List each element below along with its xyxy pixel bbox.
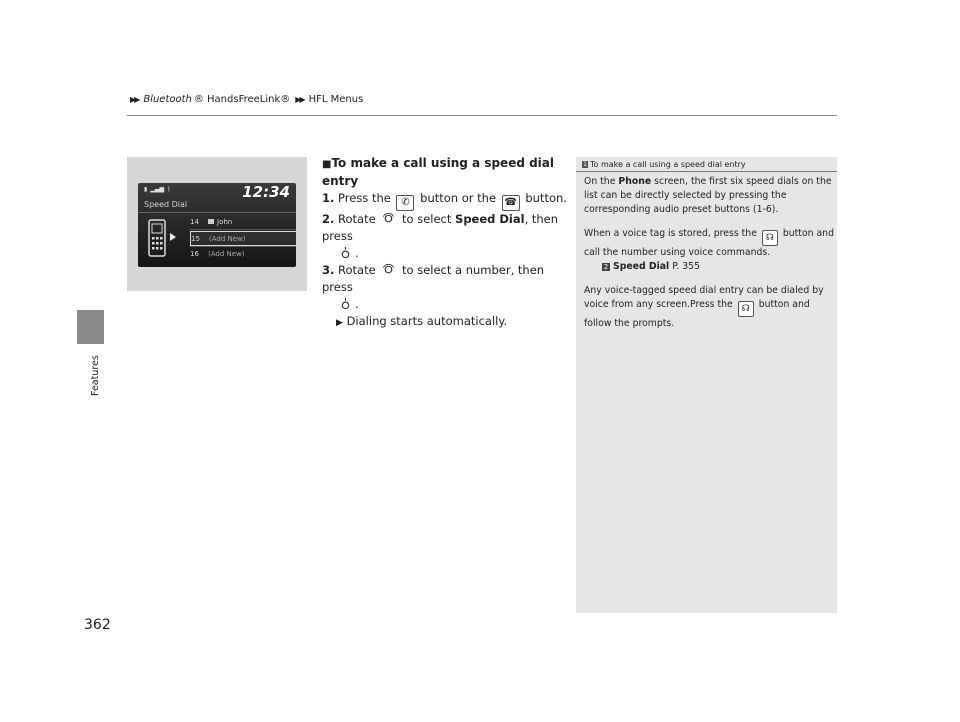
note-text: Any voice-tagged speed dial entry can be dialed by voice from any screen.Press the <box>584 285 824 310</box>
selector-knob-rotate-icon <box>382 263 395 276</box>
note-text: screen, the first six speed dials on the list can be directly selected by pressing the corresponding audio preset buttons (1-6). <box>584 176 832 215</box>
note-paragraph-3 <box>584 284 834 331</box>
talk-button-icon: ☊ <box>762 230 778 246</box>
step-3-cont <box>322 296 568 313</box>
section-heading-text: To make a call using a speed dial entry <box>322 156 555 188</box>
step-text: button or the <box>420 191 497 205</box>
row-divider <box>190 229 296 230</box>
battery-icon: ▮ <box>144 186 148 193</box>
breadcrumb <box>130 94 363 105</box>
breadcrumb-handsfreelink[interactable]: ® HandsFreeLink® <box>193 94 291 105</box>
pointer-arrow-icon <box>170 233 176 241</box>
note-body <box>584 175 834 341</box>
section-heading <box>322 155 568 190</box>
step-text: to select <box>402 212 452 226</box>
step-keyword: Speed Dial <box>455 212 525 226</box>
note-title <box>582 160 746 169</box>
phone-keypad-icon <box>146 218 170 258</box>
entry-number: 15 <box>191 234 200 243</box>
note-title-text: To make a call using a speed dial entry <box>590 160 746 169</box>
step-text: Rotate <box>338 263 376 277</box>
step-text: Rotate <box>338 212 376 226</box>
list-item-selected[interactable] <box>190 231 296 246</box>
list-item[interactable] <box>190 247 296 260</box>
display-screen <box>138 183 296 267</box>
reference-arrow-icon: 2 <box>603 263 609 271</box>
talk-button-icon: ☊ <box>738 301 754 317</box>
list-item[interactable] <box>190 215 296 228</box>
entry-name: (Add New) <box>209 234 246 243</box>
page-number: 362 <box>84 617 111 633</box>
contact-icon <box>208 219 214 224</box>
note-paragraph-1 <box>584 175 834 217</box>
step-number: 3. <box>322 263 335 277</box>
result-text: Dialing starts automatically. <box>346 314 508 328</box>
signal-icon: ▂▄▆ <box>150 186 165 193</box>
note-rule <box>576 171 837 172</box>
clock: 12:34 <box>242 183 290 201</box>
reference-page[interactable]: P. 355 <box>672 261 701 272</box>
section-label: Features <box>90 355 101 396</box>
step-number: 1. <box>322 191 335 205</box>
breadcrumb-arrow-icon: ▶▶ <box>130 95 139 104</box>
step-3-result <box>322 313 568 332</box>
screen-title: Speed Dial <box>144 200 188 209</box>
note-box <box>576 157 837 613</box>
step-2 <box>322 211 568 262</box>
selector-knob-rotate-icon <box>382 212 395 225</box>
note-text: On the <box>584 176 616 187</box>
breadcrumb-bluetooth[interactable]: Bluetooth <box>143 94 192 105</box>
note-number-icon: 1 <box>583 161 587 168</box>
instructions <box>322 155 568 332</box>
note-text: When a voice tag is stored, press the <box>584 228 757 239</box>
step-text: button. <box>525 191 567 205</box>
step-text: . <box>355 297 359 311</box>
entry-number: 14 <box>190 217 199 226</box>
note-paragraph-2 <box>584 227 834 274</box>
step-2-cont <box>322 245 568 262</box>
step-text: to select a number, then press <box>322 263 545 294</box>
step-3 <box>322 262 568 332</box>
breadcrumb-hfl-menus[interactable]: HFL Menus <box>308 94 364 105</box>
square-bullet-icon: ■ <box>322 159 332 170</box>
note-keyword: Phone <box>618 176 652 187</box>
step-1 <box>322 190 568 211</box>
header-rule <box>127 115 837 116</box>
note-text: button and follow the prompts. <box>584 299 810 329</box>
pickup-button-icon: ☎ <box>502 195 520 211</box>
entry-name: John <box>217 217 233 226</box>
step-text: Press the <box>338 191 391 205</box>
status-icons <box>144 186 171 193</box>
screen-divider <box>138 212 296 213</box>
selector-knob-press-icon <box>339 246 352 259</box>
cross-reference[interactable] <box>584 260 834 274</box>
entry-number: 16 <box>190 249 199 258</box>
step-text: , then press <box>322 212 559 243</box>
step-text: . <box>355 246 359 260</box>
note-text: button and call the number using voice commands. <box>584 228 834 258</box>
entry-name: (Add New) <box>208 249 245 258</box>
reference-title[interactable]: Speed Dial <box>613 261 670 272</box>
section-tab <box>77 310 104 344</box>
selector-knob-press-icon <box>339 297 352 310</box>
result-arrow-icon: ▶ <box>336 318 343 328</box>
step-number: 2. <box>322 212 335 226</box>
phone-button-icon: ✆ <box>396 195 414 211</box>
breadcrumb-arrow-icon: ▶▶ <box>295 95 304 104</box>
bluetooth-icon: ᛒ <box>167 186 171 193</box>
screen-figure <box>127 157 307 291</box>
